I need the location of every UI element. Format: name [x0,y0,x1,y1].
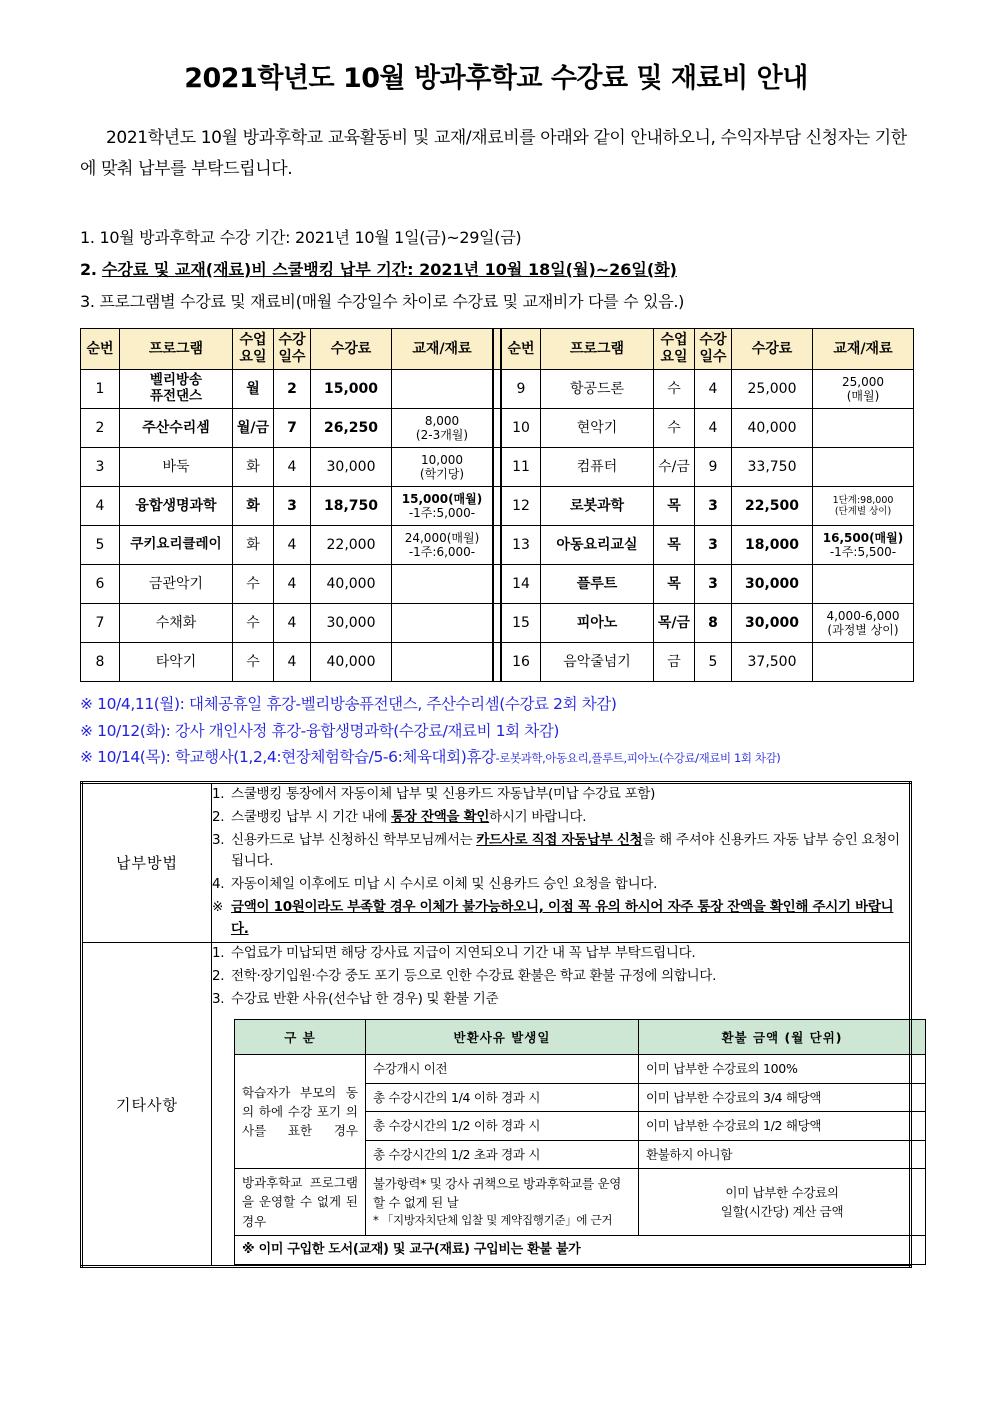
payment-item-3-text [231,830,909,874]
notice-item-1-text: 10월 방과후학교 수강 기간: 2021년 10월 1일(금)~29일(금) [99,227,522,247]
payment-item-2-text [231,807,909,829]
header-day-left-l2: 요일 [239,348,267,365]
other-matters-label: 기타사항 [82,942,212,1266]
notice-item-1 [80,222,912,254]
table-row [81,369,914,408]
header-count-right-l1: 수강 [699,332,727,349]
payment-item-warning [212,897,909,941]
payment-item-2 [212,807,909,829]
cell-program: 아동요리교실 [541,525,654,564]
refund-reason: 총 수강시간의 1/2 초과 경과 시 [366,1140,639,1168]
notice-item-1-num: 1. [80,227,95,247]
other-item-2-mark: 2. [212,967,225,984]
refund-footer-note: ※ 이미 구입한 도서(교재) 및 교구(재료) 구입비는 환불 불가 [235,1236,926,1265]
cell-count: 4 [274,642,311,681]
cell-count: 8 [695,603,732,642]
cell-material [392,408,494,447]
cell-count: 4 [695,369,732,408]
cell-material [392,603,494,642]
refund-category-1: 학습자가 부모의 동의 하에 수강 포기 의사를 표한 경우 [235,1055,366,1169]
cell-program: 융합생명과학 [120,486,233,525]
other-item-1 [212,943,909,965]
row-center-divider [493,486,501,525]
header-no-left: 순번 [81,328,120,369]
header-no-right: 순번 [501,328,541,369]
blue-note-3-tail: -로봇과학,아동요리,플루트,피아노(수강료/재료비 1회 차감) [495,751,781,766]
cell-material-l2: (단계별 상이) [834,505,892,517]
cell-material [392,486,494,525]
cell-no: 9 [501,369,541,408]
row-center-divider [493,369,501,408]
payment-item-3 [212,830,909,874]
cell-count: 3 [695,564,732,603]
payment-item-3-pre: 신용카드로 납부 신청하신 학부모님께서는 [231,831,477,848]
intro-paragraph: 2021학년도 10월 방과후학교 교육활동비 및 교재/재료비를 아래와 같이 안내하오니, 수익자부담 신청자는 기한에 맞춰 납부를 부탁드립니다. [80,128,907,180]
cell-material-l1: 4,000-6,000 [826,608,900,623]
cell-no: 6 [81,564,120,603]
header-program-right: 프로그램 [541,328,654,369]
refund-amount-2-line2: 일할(시간당) 계산 금액 [720,1204,844,1219]
refund-policy-table [234,1019,926,1265]
blue-note-1-mark: ※ [80,694,93,713]
blue-note-2 [80,718,912,745]
cell-count: 2 [274,369,311,408]
table-row [81,486,914,525]
notice-item-3-num: 3. [80,291,95,311]
cell-no: 11 [501,447,541,486]
cell-material-l1: 8,000 [424,413,460,428]
cell-day: 월 [233,369,274,408]
table-row [81,525,914,564]
cell-material-l2: -1주:5,500- [829,544,897,559]
refund-amount: 이미 납부한 수강료의 3/4 해당액 [639,1083,926,1111]
cell-day: 목 [654,486,695,525]
payment-item-2-pre: 스쿨뱅킹 납부 시 기간 내에 [231,808,392,825]
payment-item-1-text [231,784,909,806]
cell-count: 3 [274,486,311,525]
cell-count: 4 [274,603,311,642]
header-count-left [274,328,311,369]
cell-program: 타악기 [120,642,233,681]
payment-item-2-post: 하시기 바랍니다. [489,808,587,825]
cell-no: 12 [501,486,541,525]
header-material-left: 교재/재료 [392,328,494,369]
cell-material [392,369,494,408]
payment-method-body [212,782,911,942]
cell-count: 9 [695,447,732,486]
cell-program: 수채화 [120,603,233,642]
row-center-divider [493,642,501,681]
cell-material [813,486,914,525]
blue-note-3-text: 10/14(목): 학교행사(1,2,4:현장체험학습/5-6:체육대회)휴강 [97,748,496,767]
page-title: 2021학년도 10월 방과후학교 수강료 및 재료비 안내 [184,63,808,94]
cell-material [392,447,494,486]
cell-material-l2: (과정별 상이) [827,622,899,637]
payment-item-1 [212,784,909,806]
cell-material-l2: -1주:5,000- [408,505,476,520]
cell-fee: 22,000 [311,525,392,564]
other-item-2 [212,966,909,988]
cell-material-l1: 15,000(매월) [401,491,483,506]
header-program-left: 프로그램 [120,328,233,369]
info-table [80,781,912,1268]
refund-amount: 환불하지 아니함 [639,1140,926,1168]
refund-header-category: 구 분 [235,1020,366,1055]
cell-day: 화 [233,486,274,525]
cell-program: 컴퓨터 [541,447,654,486]
payment-item-1-pre: 스쿨뱅킹 통장에서 자동이체 납부 및 신용카드 자동납부(미납 수강료 포함) [231,785,656,802]
cell-fee: 30,000 [311,603,392,642]
refund-row [235,1168,926,1235]
cell-no: 8 [81,642,120,681]
row-center-divider [493,603,501,642]
cell-day: 수 [233,564,274,603]
refund-category-2: 방과후학교 프로그램을 운영할 수 없게 된 경우 [235,1168,366,1235]
cell-day: 수/금 [654,447,695,486]
refund-reason-2 [366,1168,639,1235]
refund-row [235,1055,926,1083]
notice-item-2-text: 수강료 및 교재(재료)비 스쿨뱅킹 납부 기간: 2021년 10월 18일(월)~26일(화) [101,259,677,279]
header-day-right-l1: 수업 [660,332,688,349]
other-item-3-mark: 3. [212,990,225,1007]
cell-fee: 15,000 [311,369,392,408]
blue-note-3-mark: ※ [80,748,93,767]
row-center-divider [493,525,501,564]
header-day-left-l1: 수업 [239,332,267,349]
cell-program: 로봇과학 [541,486,654,525]
blue-note-1 [80,691,912,718]
refund-amount: 이미 납부한 수강료의 100% [639,1055,926,1083]
cell-material-l2: (학기당) [419,466,465,481]
cell-material [392,525,494,564]
refund-header-reason: 반환사유 발생일 [366,1020,639,1055]
payment-item-3-post: 을 해 주셔야 신용카드 자동 납부 승인 요청이 됩니다. [231,831,900,870]
other-item-1-mark: 1. [212,944,225,961]
cell-count: 7 [274,408,311,447]
table-row [81,642,914,681]
table-row [81,603,914,642]
cell-material-l1: 16,500(매월) [822,530,904,545]
refund-amount-2 [639,1168,926,1235]
blue-note-3 [80,744,912,771]
cell-material [813,564,914,603]
table-center-divider [493,328,501,369]
refund-amount-2-line1: 이미 납부한 수강료의 [725,1184,839,1200]
refund-reason-2-line2: * 「지방자치단체 입찰 및 계약집행기준」에 근거 [373,1213,613,1228]
cell-fee: 33,750 [732,447,813,486]
cell-no: 13 [501,525,541,564]
notice-item-3-text: 프로그램별 수강료 및 재료비(매월 수강일수 차이로 수강료 및 교재비가 다를 수 있음.) [99,291,685,311]
cell-no: 10 [501,408,541,447]
cell-program-l1: 벨리방송 [149,371,203,388]
cell-day: 수 [654,369,695,408]
cell-fee: 30,000 [732,564,813,603]
header-material-right: 교재/재료 [813,328,914,369]
program-table-head [81,328,914,369]
blue-note-2-text: 10/12(화): 강사 개인사정 휴강-융합생명과학(수강료/재료비 1회 차감) [97,721,560,740]
cell-program: 금관악기 [120,564,233,603]
table-row [81,408,914,447]
notice-item-2 [80,254,912,286]
notice-item-2-num: 2. [80,259,97,279]
cell-fee: 18,750 [311,486,392,525]
refund-footer-row [235,1236,926,1265]
refund-header-row [235,1020,926,1055]
payment-method-row [82,782,911,942]
cell-program: 음악줄넘기 [541,642,654,681]
table-header-row [81,328,914,369]
refund-amount: 이미 납부한 수강료의 1/2 해당액 [639,1112,926,1140]
payment-warning-mark: ※ [212,899,224,916]
cell-fee: 18,000 [732,525,813,564]
cell-fee: 25,000 [732,369,813,408]
row-center-divider [493,564,501,603]
cell-count: 4 [274,564,311,603]
cell-material-l1: 1단계:98,000 [832,494,894,506]
cell-program: 쿠키요리클레이 [120,525,233,564]
table-row [81,447,914,486]
payment-item-3-mark: 3. [212,831,225,848]
cell-material-l1: 24,000(매월) [404,530,480,545]
cell-program-l2: 퓨전댄스 [149,387,203,404]
cell-fee: 30,000 [311,447,392,486]
cell-no: 1 [81,369,120,408]
cell-fee: 37,500 [732,642,813,681]
header-count-right-l2: 일수 [699,348,727,365]
cell-program: 플루트 [541,564,654,603]
cell-program: 피아노 [541,603,654,642]
cell-day: 수 [654,408,695,447]
cell-day: 목 [654,525,695,564]
cell-material [813,603,914,642]
cell-no: 15 [501,603,541,642]
payment-item-3-emphasis: 카드사로 직접 자동납부 신청 [476,831,643,848]
header-fee-right: 수강료 [732,328,813,369]
cell-no: 3 [81,447,120,486]
program-table-body [81,369,914,681]
cell-program [120,369,233,408]
cell-program: 주산수리셈 [120,408,233,447]
cell-count: 5 [695,642,732,681]
payment-item-4 [212,874,909,896]
cell-count: 4 [695,408,732,447]
refund-reason: 총 수강시간의 1/4 이하 경과 시 [366,1083,639,1111]
cell-day: 금 [654,642,695,681]
payment-item-4-mark: 4. [212,876,225,893]
header-count-right [695,328,732,369]
cell-material [813,369,914,408]
other-matters-row [82,942,911,1266]
header-day-right-l2: 요일 [660,348,688,365]
refund-reason: 수강개시 이전 [366,1055,639,1083]
header-count-left-l2: 일수 [278,348,306,365]
other-item-3 [212,989,909,1011]
refund-reason-2-line1: 불가항력* 및 강사 귀책으로 방과후학교를 운영할 수 없게 된 날 [373,1175,622,1211]
refund-reason: 총 수강시간의 1/2 이하 경과 시 [366,1112,639,1140]
payment-item-4-pre: 자동이체일 이후에도 미납 시 수시로 이체 및 신용카드 승인 요청을 합니다. [231,876,658,893]
cell-no: 5 [81,525,120,564]
cell-material [392,564,494,603]
payment-warning-text: 금액이 10원이라도 부족할 경우 이체가 불가능하오니, 이점 꼭 유의 하시어 자주 통장 잔액을 확인해 주시기 바랍니다. [231,899,894,937]
cell-material-l1: 25,000 [842,374,884,389]
cell-material [813,525,914,564]
cell-day: 목 [654,564,695,603]
other-item-3-text: 수강료 반환 사유(선수납 한 경우) 및 환불 기준 [231,990,499,1007]
cell-fee: 30,000 [732,603,813,642]
cell-count: 3 [695,486,732,525]
cell-material [813,408,914,447]
cell-material-l2: -1주:6,000- [408,544,476,559]
cell-count: 4 [274,447,311,486]
cell-no: 7 [81,603,120,642]
blue-notes [80,691,912,771]
payment-item-2-mark: 2. [212,808,225,825]
blue-note-1-text: 10/4,11(월): 대체공휴일 휴강-벨리방송퓨전댄스, 주산수리셈(수강료 2회 차감) [97,694,617,713]
cell-day: 화 [233,447,274,486]
row-center-divider [493,447,501,486]
row-center-divider [493,408,501,447]
cell-material-l1: 10,000 [421,452,463,467]
cell-program: 바둑 [120,447,233,486]
header-fee-left: 수강료 [311,328,392,369]
cell-program: 현악기 [541,408,654,447]
cell-fee: 40,000 [732,408,813,447]
cell-no: 2 [81,408,120,447]
cell-fee: 26,250 [311,408,392,447]
other-item-1-text: 수업료가 미납되면 해당 강사료 지급이 지연되오니 기간 내 꼭 납부 부탁드립니다. [231,944,696,961]
notice-item-3 [80,286,912,318]
cell-fee: 40,000 [311,642,392,681]
table-row [81,564,914,603]
cell-day: 화 [233,525,274,564]
cell-fee: 40,000 [311,564,392,603]
cell-material-l2: (매월) [846,388,880,403]
refund-table-head [235,1020,926,1055]
header-day-right [654,328,695,369]
blue-note-2-mark: ※ [80,721,93,740]
cell-material [813,642,914,681]
cell-day: 목/금 [654,603,695,642]
cell-count: 4 [274,525,311,564]
cell-day: 수 [233,603,274,642]
cell-day: 월/금 [233,408,274,447]
other-matters-body [212,942,911,1266]
cell-no: 14 [501,564,541,603]
header-count-left-l1: 수강 [278,332,306,349]
refund-table-body [235,1055,926,1265]
cell-fee: 22,500 [732,486,813,525]
cell-no: 4 [81,486,120,525]
payment-method-label: 납부방법 [82,782,212,942]
cell-material [392,642,494,681]
cell-material [813,447,914,486]
other-item-2-text: 전학·장기입원·수강 중도 포기 등으로 인한 수강료 환불은 학교 환불 규정에 의합니다. [231,967,717,984]
payment-item-1-mark: 1. [212,785,225,802]
program-fee-table [80,328,914,682]
refund-header-amount: 환불 금액 (월 단위) [639,1020,926,1055]
notice-list [80,222,912,318]
cell-count: 3 [695,525,732,564]
header-day-left [233,328,274,369]
cell-no: 16 [501,642,541,681]
cell-material-l2: (2-3개월) [415,427,469,442]
payment-item-4-text [231,874,909,896]
payment-item-2-emphasis: 통장 잔액을 확인 [391,808,490,825]
cell-program: 항공드론 [541,369,654,408]
cell-day: 수 [233,642,274,681]
